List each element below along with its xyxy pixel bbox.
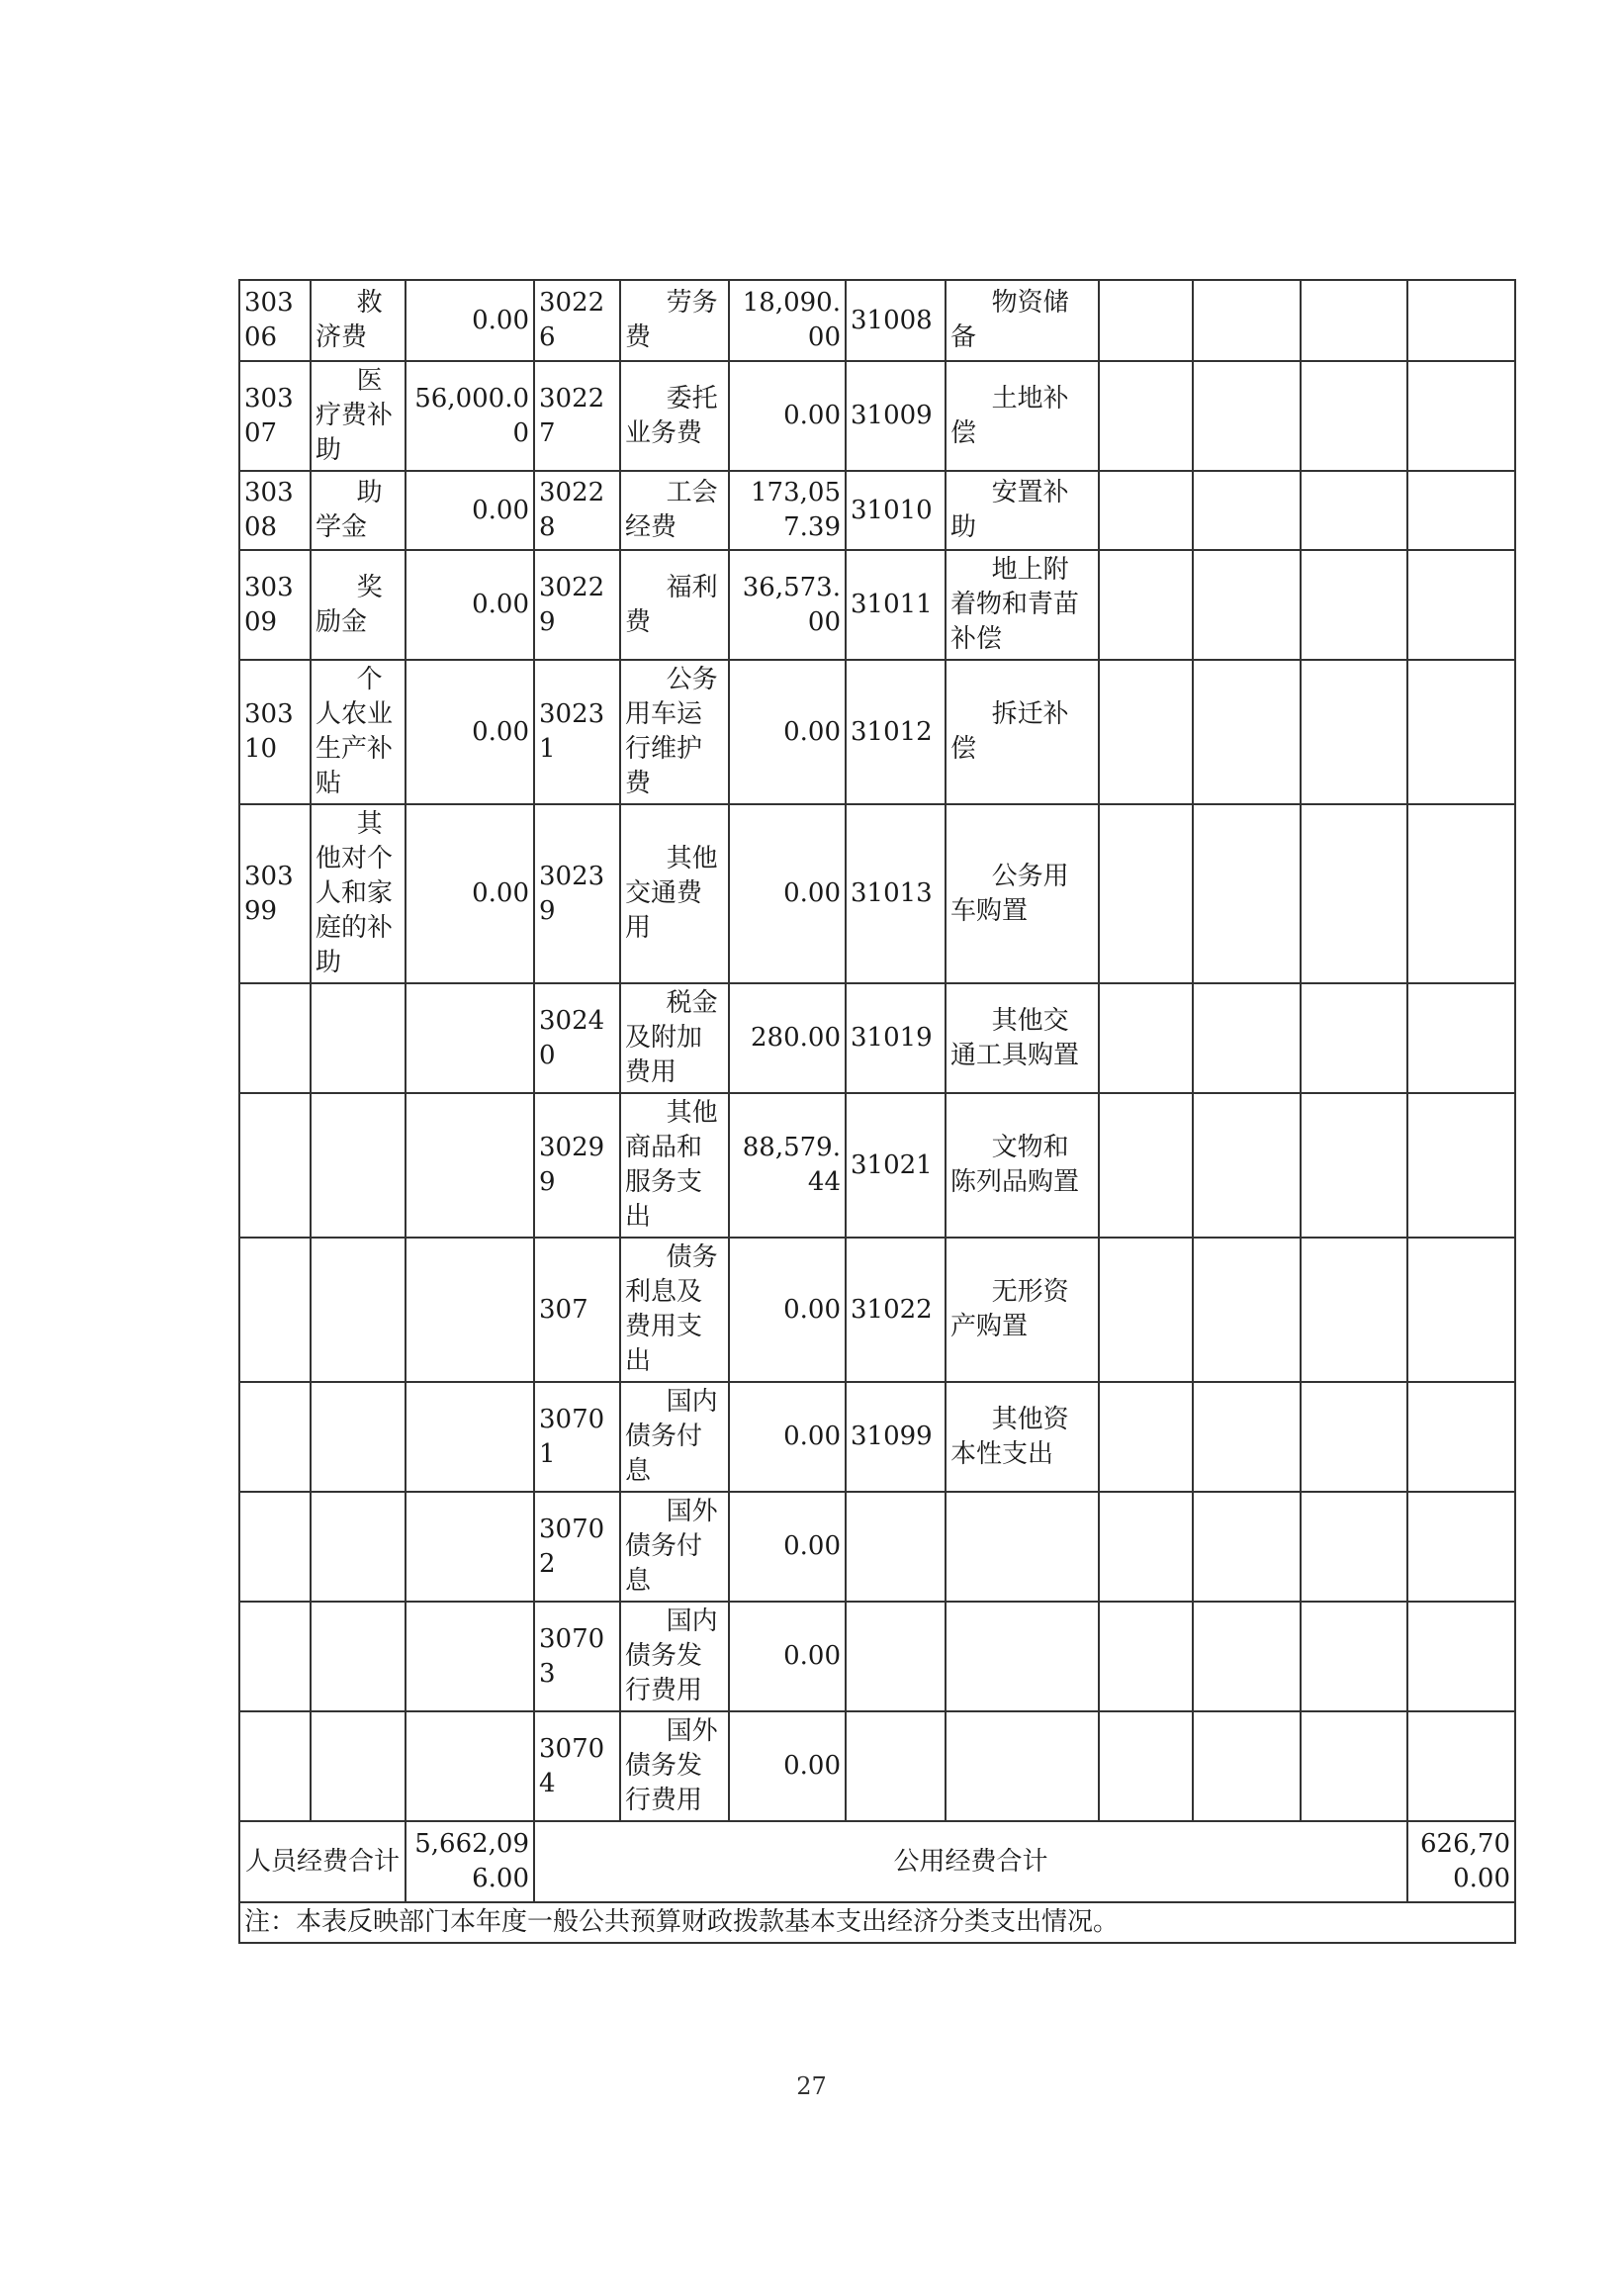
econ-code-personnel — [239, 1602, 311, 1711]
econ-code-personnel: 30308 — [239, 471, 311, 550]
item-name-public: 债务利息及费用支出 — [620, 1238, 729, 1382]
blank-cell — [1193, 1711, 1301, 1821]
blank-cell — [1407, 280, 1515, 361]
item-name-personnel: 救济费 — [311, 280, 406, 361]
econ-code-public: 30299 — [534, 1093, 620, 1238]
blank-cell — [1301, 804, 1407, 983]
econ-code-public: 30226 — [534, 280, 620, 361]
amount-personnel: 56,000.00 — [406, 361, 534, 471]
amount-public: 0.00 — [729, 1238, 846, 1382]
blank-cell — [1193, 280, 1301, 361]
blank-cell — [1099, 1711, 1193, 1821]
personnel-total-label: 人员经费合计 — [239, 1821, 406, 1902]
blank-cell — [1099, 550, 1193, 660]
totals-row — [239, 1821, 1515, 1902]
table-body — [239, 280, 1515, 1943]
personnel-total-amount: 5,662,096.00 — [406, 1821, 534, 1902]
econ-code-capital: 31009 — [846, 361, 946, 471]
blank-cell — [1407, 361, 1515, 471]
item-name-personnel — [311, 1492, 406, 1602]
blank-cell — [1193, 983, 1301, 1093]
amount-public: 0.00 — [729, 1382, 846, 1492]
amount-public: 36,573.00 — [729, 550, 846, 660]
amount-public: 173,057.39 — [729, 471, 846, 550]
item-name-public: 国外债务发行费用 — [620, 1711, 729, 1821]
item-name-personnel: 个人农业生产补贴 — [311, 660, 406, 804]
econ-code-personnel — [239, 1492, 311, 1602]
table-row — [239, 550, 1515, 660]
blank-cell — [1301, 1238, 1407, 1382]
item-name-capital: 土地补偿 — [946, 361, 1099, 471]
econ-code-personnel: 30306 — [239, 280, 311, 361]
amount-personnel — [406, 983, 534, 1093]
econ-code-public: 30231 — [534, 660, 620, 804]
item-name-capital: 拆迁补偿 — [946, 660, 1099, 804]
table-row — [239, 1382, 1515, 1492]
blank-cell — [1193, 660, 1301, 804]
econ-code-public: 30704 — [534, 1711, 620, 1821]
econ-code-capital: 31008 — [846, 280, 946, 361]
table-row — [239, 1492, 1515, 1602]
blank-cell — [1099, 804, 1193, 983]
econ-code-capital — [846, 1492, 946, 1602]
blank-cell — [1301, 550, 1407, 660]
blank-cell — [1099, 660, 1193, 804]
blank-cell — [1099, 1093, 1193, 1238]
blank-cell — [1407, 804, 1515, 983]
item-name-personnel — [311, 1602, 406, 1711]
blank-cell — [1099, 361, 1193, 471]
item-name-personnel: 医疗费补助 — [311, 361, 406, 471]
econ-code-capital — [846, 1711, 946, 1821]
table-row — [239, 361, 1515, 471]
public-total-label: 公用经费合计 — [534, 1821, 1407, 1902]
econ-code-public: 30229 — [534, 550, 620, 660]
econ-code-personnel: 30310 — [239, 660, 311, 804]
econ-code-public: 30240 — [534, 983, 620, 1093]
item-name-personnel — [311, 1711, 406, 1821]
blank-cell — [1301, 1602, 1407, 1711]
table-note: 注：本表反映部门本年度一般公共预算财政拨款基本支出经济分类支出情况。 — [239, 1902, 1515, 1943]
econ-code-capital: 31013 — [846, 804, 946, 983]
item-name-public: 其他交通费用 — [620, 804, 729, 983]
item-name-capital: 无形资产购置 — [946, 1238, 1099, 1382]
blank-cell — [1301, 361, 1407, 471]
item-name-capital — [946, 1492, 1099, 1602]
econ-code-personnel — [239, 1382, 311, 1492]
econ-code-public: 30702 — [534, 1492, 620, 1602]
blank-cell — [1193, 471, 1301, 550]
table-row — [239, 1238, 1515, 1382]
blank-cell — [1301, 1492, 1407, 1602]
blank-cell — [1407, 660, 1515, 804]
blank-cell — [1407, 1238, 1515, 1382]
econ-code-capital: 31022 — [846, 1238, 946, 1382]
item-name-personnel — [311, 1382, 406, 1492]
item-name-public: 其他商品和服务支出 — [620, 1093, 729, 1238]
table-row — [239, 1711, 1515, 1821]
blank-cell — [1407, 1711, 1515, 1821]
blank-cell — [1193, 1602, 1301, 1711]
econ-code-personnel — [239, 1711, 311, 1821]
item-name-capital: 其他交通工具购置 — [946, 983, 1099, 1093]
item-name-capital: 其他资本性支出 — [946, 1382, 1099, 1492]
blank-cell — [1301, 660, 1407, 804]
econ-code-capital: 31019 — [846, 983, 946, 1093]
blank-cell — [1193, 1492, 1301, 1602]
blank-cell — [1301, 280, 1407, 361]
blank-cell — [1099, 280, 1193, 361]
blank-cell — [1407, 471, 1515, 550]
item-name-capital — [946, 1602, 1099, 1711]
econ-code-personnel — [239, 983, 311, 1093]
econ-code-personnel — [239, 1093, 311, 1238]
item-name-personnel — [311, 983, 406, 1093]
item-name-public: 国内债务发行费用 — [620, 1602, 729, 1711]
econ-code-public: 30228 — [534, 471, 620, 550]
item-name-public: 工会经费 — [620, 471, 729, 550]
table-row — [239, 471, 1515, 550]
blank-cell — [1099, 983, 1193, 1093]
econ-code-public: 30703 — [534, 1602, 620, 1711]
public-total-amount: 626,700.00 — [1407, 1821, 1515, 1902]
amount-personnel — [406, 1711, 534, 1821]
item-name-personnel — [311, 1238, 406, 1382]
amount-personnel: 0.00 — [406, 804, 534, 983]
amount-personnel — [406, 1093, 534, 1238]
amount-public: 88,579.44 — [729, 1093, 846, 1238]
blank-cell — [1193, 550, 1301, 660]
item-name-public: 国内债务付息 — [620, 1382, 729, 1492]
amount-public: 0.00 — [729, 1602, 846, 1711]
item-name-personnel: 助学金 — [311, 471, 406, 550]
table-row — [239, 280, 1515, 361]
econ-code-personnel: 30399 — [239, 804, 311, 983]
blank-cell — [1407, 1602, 1515, 1711]
amount-public: 280.00 — [729, 983, 846, 1093]
econ-code-capital — [846, 1602, 946, 1711]
item-name-capital: 物资储备 — [946, 280, 1099, 361]
item-name-capital: 公务用车购置 — [946, 804, 1099, 983]
amount-public: 0.00 — [729, 1492, 846, 1602]
amount-personnel: 0.00 — [406, 471, 534, 550]
blank-cell — [1407, 550, 1515, 660]
page-number: 27 — [796, 2072, 827, 2100]
table-row — [239, 1602, 1515, 1711]
blank-cell — [1407, 1382, 1515, 1492]
amount-personnel: 0.00 — [406, 660, 534, 804]
item-name-capital: 安置补助 — [946, 471, 1099, 550]
blank-cell — [1099, 1602, 1193, 1711]
item-name-personnel — [311, 1093, 406, 1238]
item-name-capital — [946, 1711, 1099, 1821]
econ-code-capital: 31099 — [846, 1382, 946, 1492]
blank-cell — [1099, 1238, 1193, 1382]
econ-code-public: 30227 — [534, 361, 620, 471]
item-name-capital: 文物和陈列品购置 — [946, 1093, 1099, 1238]
econ-code-public: 30239 — [534, 804, 620, 983]
blank-cell — [1099, 1382, 1193, 1492]
econ-code-capital: 31021 — [846, 1093, 946, 1238]
item-name-public: 委托业务费 — [620, 361, 729, 471]
amount-personnel — [406, 1238, 534, 1382]
blank-cell — [1099, 471, 1193, 550]
blank-cell — [1301, 1382, 1407, 1492]
econ-code-capital: 31010 — [846, 471, 946, 550]
blank-cell — [1301, 983, 1407, 1093]
item-name-public: 公务用车运行维护费 — [620, 660, 729, 804]
item-name-personnel: 奖励金 — [311, 550, 406, 660]
blank-cell — [1099, 1492, 1193, 1602]
note-row — [239, 1902, 1515, 1943]
amount-public: 0.00 — [729, 660, 846, 804]
blank-cell — [1407, 1492, 1515, 1602]
blank-cell — [1407, 983, 1515, 1093]
amount-personnel: 0.00 — [406, 280, 534, 361]
econ-code-capital: 31012 — [846, 660, 946, 804]
blank-cell — [1193, 1382, 1301, 1492]
econ-code-personnel: 30309 — [239, 550, 311, 660]
econ-code-public: 30701 — [534, 1382, 620, 1492]
table-row — [239, 983, 1515, 1093]
table-row — [239, 804, 1515, 983]
blank-cell — [1301, 1093, 1407, 1238]
amount-public: 0.00 — [729, 361, 846, 471]
econ-code-public: 307 — [534, 1238, 620, 1382]
blank-cell — [1193, 804, 1301, 983]
amount-public: 0.00 — [729, 1711, 846, 1821]
amount-public: 18,090.00 — [729, 280, 846, 361]
item-name-capital: 地上附着物和青苗补偿 — [946, 550, 1099, 660]
item-name-public: 福利费 — [620, 550, 729, 660]
amount-personnel — [406, 1382, 534, 1492]
amount-personnel — [406, 1492, 534, 1602]
table-row — [239, 660, 1515, 804]
item-name-personnel: 其他对个人和家庭的补助 — [311, 804, 406, 983]
table-row — [239, 1093, 1515, 1238]
item-name-public: 税金及附加费用 — [620, 983, 729, 1093]
amount-personnel: 0.00 — [406, 550, 534, 660]
blank-cell — [1193, 1238, 1301, 1382]
amount-public: 0.00 — [729, 804, 846, 983]
econ-code-personnel: 30307 — [239, 361, 311, 471]
economic-classification-table — [238, 279, 1516, 1944]
blank-cell — [1407, 1093, 1515, 1238]
blank-cell — [1301, 1711, 1407, 1821]
econ-code-capital: 31011 — [846, 550, 946, 660]
item-name-public: 劳务费 — [620, 280, 729, 361]
econ-code-personnel — [239, 1238, 311, 1382]
blank-cell — [1301, 471, 1407, 550]
amount-personnel — [406, 1602, 534, 1711]
blank-cell — [1193, 1093, 1301, 1238]
item-name-public: 国外债务付息 — [620, 1492, 729, 1602]
blank-cell — [1193, 361, 1301, 471]
